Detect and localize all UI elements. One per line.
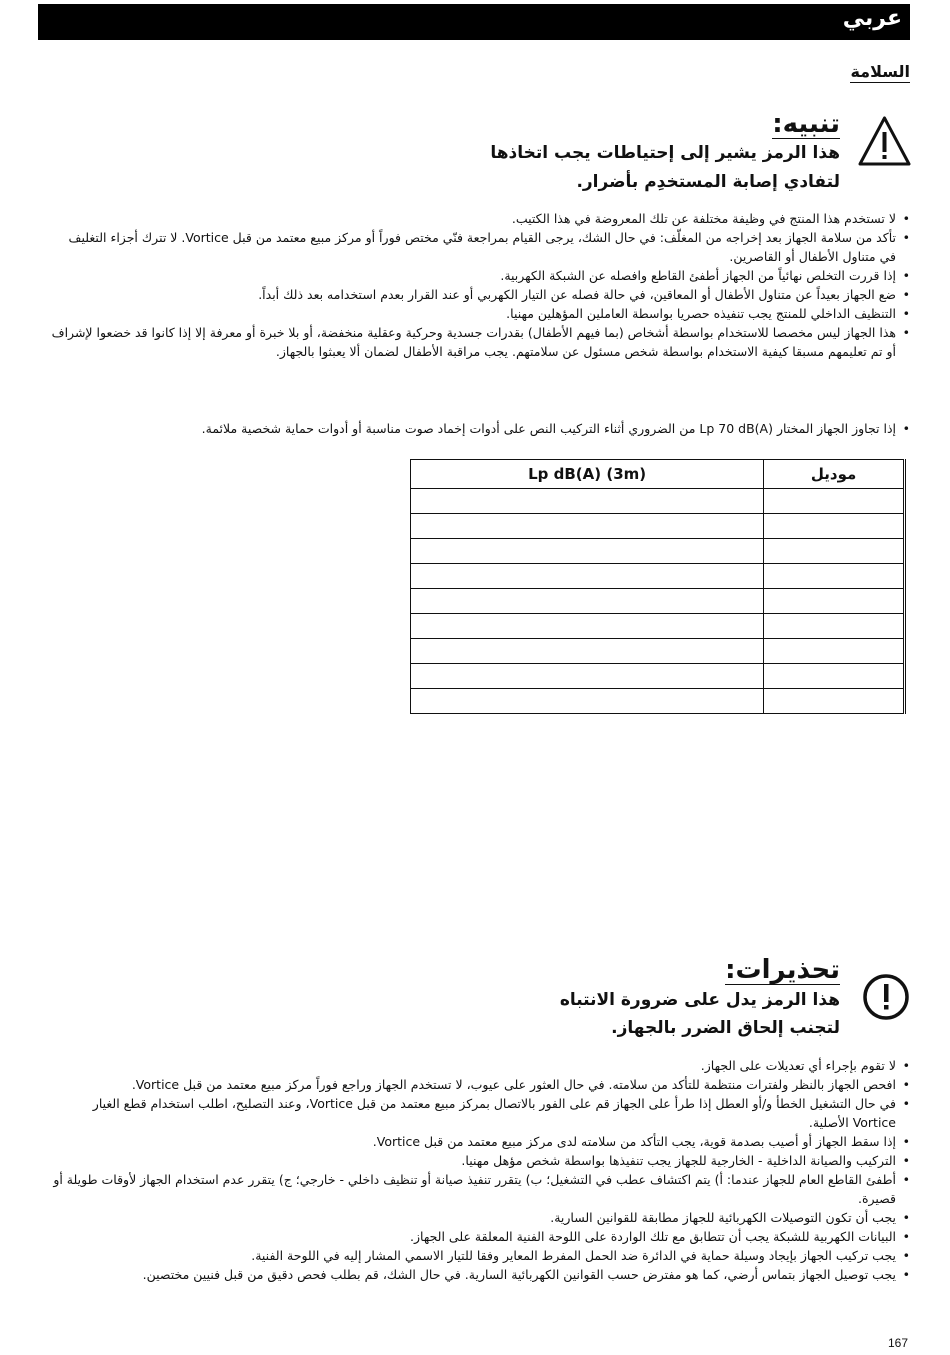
list-item: • التنظيف الداخلي للمنتج يجب تنفيذه حصريا بواسطة العاملين المؤهلين مهنيا. — [50, 304, 910, 323]
table-cell — [764, 539, 905, 564]
table-cell — [411, 514, 764, 539]
table-cell — [764, 689, 905, 714]
warnings-bullet-list — [50, 1056, 910, 1284]
table-cell — [764, 564, 905, 589]
table-cell — [764, 664, 905, 689]
table-cell — [764, 489, 905, 514]
warnings-line-2: لتجنب إلحاق الضرر بالجهاز. — [611, 1018, 840, 1038]
table-cell — [411, 639, 764, 664]
table-row — [411, 664, 905, 689]
table-cell — [764, 514, 905, 539]
column-header-lp: Lp dB(A) (3m) — [411, 460, 764, 489]
table-cell — [411, 614, 764, 639]
safety-bullet-list — [50, 209, 910, 361]
table-row — [411, 614, 905, 639]
list-item: • تأكد من سلامة الجهاز بعد إخراجه من المغلّف: في حال الشك، يرجى القيام بمراجعة فنّي مختص فوراً أو مركز مبيع معتمد من قبل Vortice. لا تترك أجزاء التغليف في متناول الأطفال أو القاصرين. — [50, 228, 910, 266]
table-cell — [411, 589, 764, 614]
list-item: • التركيب والصيانة الداخلية - الخارجية للجهاز يجب تنفيذها بواسطة شخص مؤهل مهنيا. — [50, 1151, 910, 1170]
column-header-model: موديل — [764, 460, 905, 489]
table-cell — [411, 564, 764, 589]
language-label: عربي — [842, 6, 902, 31]
table-row — [411, 489, 905, 514]
exclamation-circle-icon — [862, 973, 910, 1021]
table-cell — [764, 614, 905, 639]
table-row — [411, 564, 905, 589]
warnings-title: تحذيرات: — [725, 955, 840, 985]
list-item: • البيانات الكهربية للشبكة يجب أن تتطابق مع تلك الواردة على اللوحة الفنية المعلقة على الجهاز. — [50, 1227, 910, 1246]
list-item: • يجب توصيل الجهاز بتماس أرضي، كما هو مفترض حسب القوانين الكهربائية السارية. في حال الشك، قم بطلب فحص دقيق من قبل فنيين مختصين. — [50, 1265, 910, 1284]
table-header-row — [411, 460, 905, 489]
noise-note: • إذا تجاوز الجهاز المختار Lp 70 dB(A) من الضروري أثناء التركيب النص على أدوات إخماد صوت مناسبة أو أدوات حماية شخصية ملائمة. — [50, 419, 910, 438]
table-cell — [411, 539, 764, 564]
table-row — [411, 514, 905, 539]
table-row — [411, 589, 905, 614]
table-row — [411, 539, 905, 564]
warnings-line-1: هذا الرمز يدل على ضرورة الانتباه — [559, 990, 840, 1010]
noise-note-text: إذا تجاوز الجهاز المختار Lp 70 dB(A) من الضروري أثناء التركيب النص على أدوات إخماد صوت مناسبة أو أدوات حماية شخصية ملائمة. — [201, 421, 896, 436]
caution-line-1: هذا الرمز يشير إلى إحتياطات يجب اتخاذها — [490, 143, 840, 163]
page-number: 167 — [887, 1336, 908, 1350]
table-cell — [411, 689, 764, 714]
table-cell — [411, 664, 764, 689]
table-row — [411, 639, 905, 664]
caution-title: تنبيه: — [772, 109, 840, 139]
caution-line-2: لتفادي إصابة المستخدِم بأضرار. — [576, 172, 840, 192]
table-row — [411, 689, 905, 714]
table-cell — [411, 489, 764, 514]
list-item: • إذا قررت التخلص نهائياً من الجهاز أطفئ القاطع وافصله عن الشبكة الكهربية. — [50, 266, 910, 285]
noise-level-table — [410, 459, 906, 714]
list-item: • ضع الجهاز بعيداً عن متناول الأطفال أو المعاقين، في حالة فصله عن التيار الكهربي أو عند القرار بعدم استخدامه بعد ذلك أبداً. — [50, 285, 910, 304]
list-item: • في حال التشغيل الخطأ و/أو العطل إذا طرأ على الجهاز قم على الفور بالاتصال بمركز مبيع معتمد من قبل Vortice، وعند التصليح، اطلب استخدام قطع الغيار Vortice الأصلية. — [50, 1094, 910, 1132]
section-title-safety: السلامة — [850, 62, 910, 81]
list-item: • هذا الجهاز ليس مخصصا للاستخدام بواسطة أشخاص (بما فيهم الأطفال) بقدرات جسدية وحركية وعقلية منخفضة، أو بلا خبرة أو معرفة إلا إذا كانوا قد خضعوا لإشراف أو تم تعليمهم مسبقا كيفية الاستخدام بواسطة شخص مسئول عن سلامتهم. يجب مراقبة الأطفال لضمان ألا يعبثوا بالجهاز. — [50, 323, 910, 361]
list-item: • أطفئ القاطع العام للجهاز عندما: أ) يتم اكتشاف عطب في التشغيل؛ ب) يتقرر تنفيذ صيانة أو تنظيف داخلي - خارجي؛ ج) يتقرر عدم استخدام الجهاز لأوقات طويلة أو قصيرة. — [50, 1170, 910, 1208]
language-header-bar — [38, 4, 910, 40]
table-cell — [764, 639, 905, 664]
table-cell — [764, 589, 905, 614]
list-item: • لا تقوم بإجراء أي تعديلات على الجهاز. — [50, 1056, 910, 1075]
list-item: • افحص الجهاز بالنظر ولفترات منتظمة للتأكد من سلامته. في حال العثور على عيوب، لا تستخدم الجهاز وراجع فوراً مركز مبيع معتمد من قبل Vortice. — [50, 1075, 910, 1094]
list-item: • يجب تركيب الجهاز بإيجاد وسيلة حماية في الدائرة ضد الحمل المفرط المعاير وفقا للتيار الاسمي المشار إليه في اللوحة الفنية. — [50, 1246, 910, 1265]
list-item: • إذا سقط الجهاز أو أصيب بصدمة قوية، يجب التأكد من سلامته لدى مركز مبيع معتمد من قبل Vortice. — [50, 1132, 910, 1151]
list-item: • يجب أن تكون التوصيلات الكهربائية للجهاز مطابقة للقوانين السارية. — [50, 1208, 910, 1227]
warning-triangle-icon — [857, 115, 912, 167]
list-item: • لا تستخدم هذا المنتج في وظيفة مختلفة عن تلك المعروضة في هذا الكتيب. — [50, 209, 910, 228]
